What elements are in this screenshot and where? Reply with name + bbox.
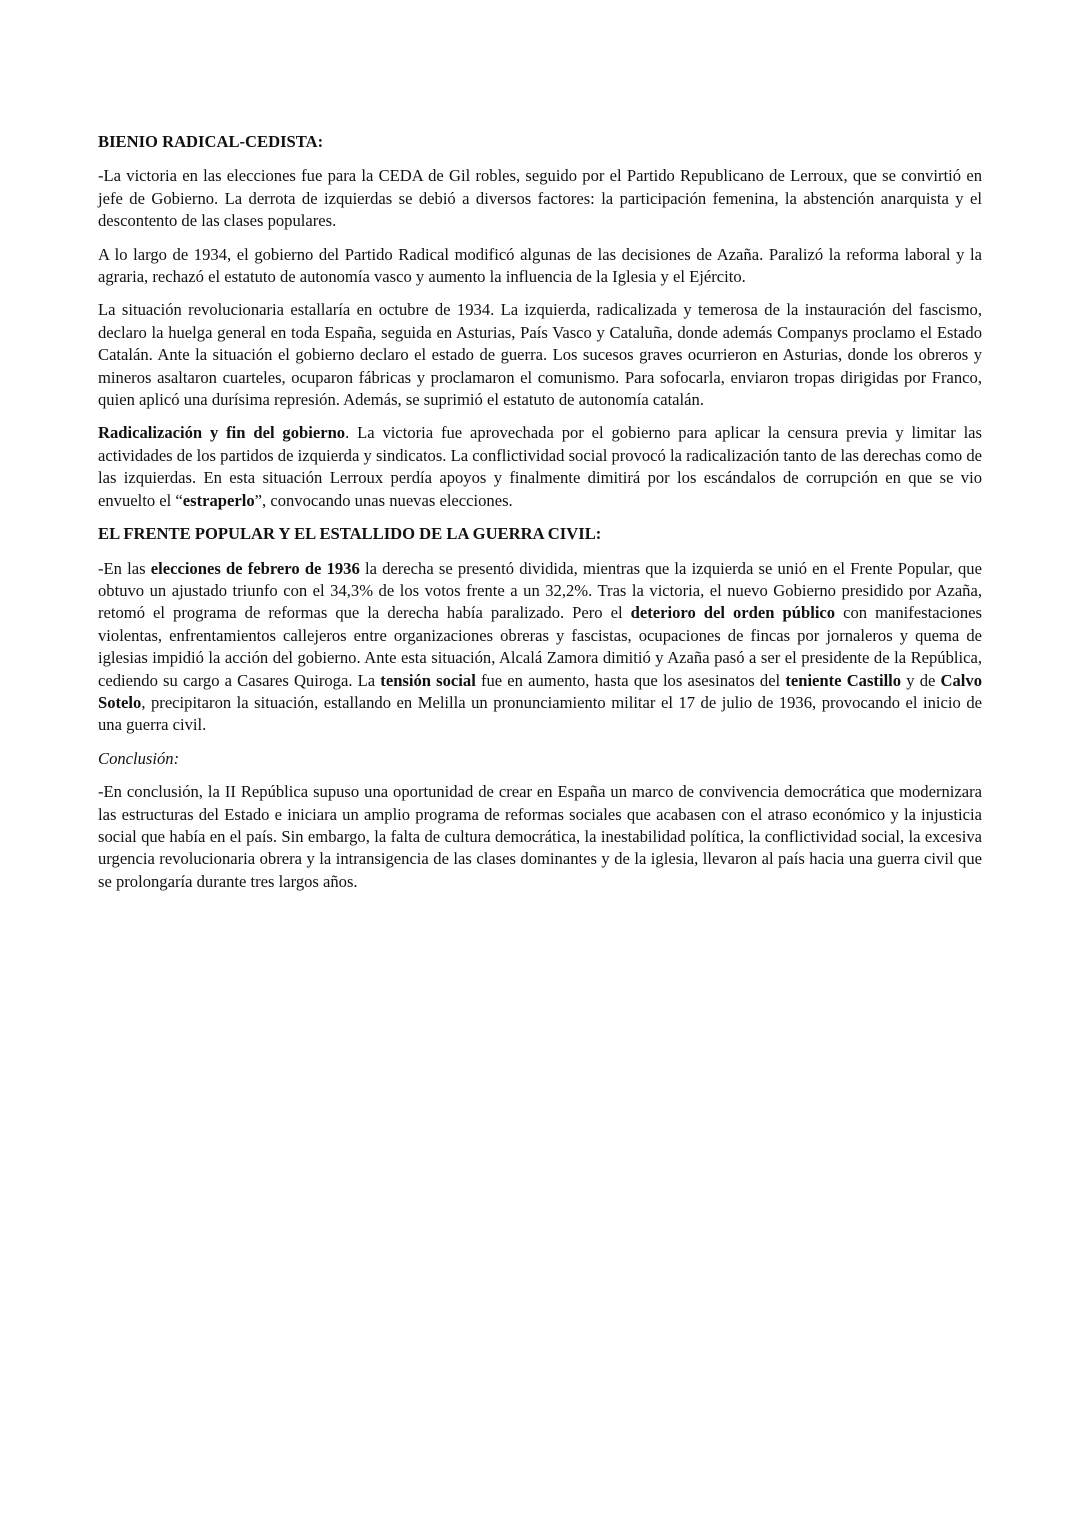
text-segment: , precipitaron la situación, estallando en Melilla un pronunciamiento militar el 17 de julio de 1936, provocando el inicio de una guerra civil.	[98, 692, 982, 735]
paragraph-1934-government: A lo largo de 1934, el gobierno del Partido Radical modificó algunas de las decisiones de Azaña. Paralizó la reforma laboral y la agraria, rechazó el estatuto de autonomía vasco y aumento la influencia de la Iglesia y el Ejército.	[98, 244, 982, 287]
bold-elecciones-1936: elecciones de febrero de 1936	[150, 558, 360, 578]
bold-term-estraperlo: estraperlo	[182, 490, 255, 510]
bold-tension-social: tensión social	[380, 670, 476, 690]
paragraph-conclusion: -En conclusión, la II República supuso una oportunidad de crear en España un marco de convivencia democrática que modernizara las estructuras del Estado e iniciara un amplio programa de reformas sociales que acabasen con el atraso económico y la injusticia social que había en el país. Sin embargo, la falta de cultura democrática, la inestabilidad política, la conflictividad social, la excesiva urgencia revolucionaria obrera y la intransigencia de las clases dominantes y de la iglesia, llevaron al país hacia una guerra civil que se prolongaría durante tres largos años.	[98, 782, 982, 891]
document-page	[98, 131, 982, 904]
text-segment: la derecha se presentó dividida, mientras que la izquierda se unió en el Frente Popular, que obtuvo un ajustado triunfo con el 34,3% de los votos frente a un 32,2%. Tras la victoria, el nuevo Gobierno presidido por Azaña, retomó el programa de reformas que la derecha había paralizado. Pero el	[98, 558, 982, 623]
text-segment: fue en aumento, hasta que los asesinatos del	[475, 670, 786, 690]
text-segment: y de	[901, 670, 941, 690]
bold-teniente-castillo: teniente Castillo	[785, 670, 902, 690]
bold-lead-radicalization: Radicalización y fin del gobierno	[98, 423, 346, 443]
text-segment: . La victoria fue aprovechada por el gobierno para aplicar la censura previa y limitar las actividades de los partidos de izquierda y sindicatos. La conflictividad social provocó la radicalización tanto de las derechas como de las izquierdas. En esta situación Lerroux perdía apoyos y finalmente dimitirá por los escándalos de corrupción en que se vio envuelto el “	[98, 423, 982, 510]
paragraph-radicalization	[98, 422, 982, 512]
conclusion-label: Conclusión:	[98, 748, 180, 768]
section-heading-frente-popular: EL FRENTE POPULAR Y EL ESTALLIDO DE LA GUERRA CIVIL:	[98, 524, 602, 544]
text-segment: ”, convocando unas nuevas elecciones.	[254, 490, 513, 510]
paragraph-elections-1933: -La victoria en las elecciones fue para la CEDA de Gil robles, seguido por el Partido Republicano de Lerroux, que se convirtió en jefe de Gobierno. La derrota de izquierdas se debió a diversos factores: la participación femenina, la abstención anarquista y el descontento de las clases populares.	[98, 166, 982, 231]
paragraph-revolution-1934: La situación revolucionaria estallaría en octubre de 1934. La izquierda, radicalizada y temerosa de la instauración del fascismo, declaro la huelga general en toda España, seguida en Asturias, País Vasco y Cataluña, donde además Companys proclamo el Estado Catalán. Ante la situación el gobierno declaro el estado de guerra. Los sucesos graves ocurrieron en Asturias, donde los obreros y mineros asaltaron cuarteles, ocuparon fábricas y proclamaron el comunismo. Para sofocarla, enviaron tropas dirigidas por Franco, quien aplicó una durísima represión. Además, se suprimió el estatuto de autonomía catalán.	[98, 300, 982, 410]
paragraph-frente-popular	[98, 558, 982, 737]
bold-deterioro-orden: deterioro del orden público	[630, 603, 836, 623]
section-heading-bienio: BIENIO RADICAL-CEDISTA:	[98, 132, 324, 151]
text-segment: -En las	[98, 558, 151, 578]
bold-calvo-sotelo: Calvo Sotelo	[98, 670, 983, 712]
text-segment: con manifestaciones violentas, enfrentamientos callejeros entre organizaciones obreras y fascistas, ocupaciones de fincas por jornaleros y quema de iglesias impidió la acción del gobierno. Ante esta situación, Alcalá Zamora dimitió y Azaña pasó a ser el presidente de la República, cediendo su cargo a Casares Quiroga. La	[98, 603, 983, 690]
